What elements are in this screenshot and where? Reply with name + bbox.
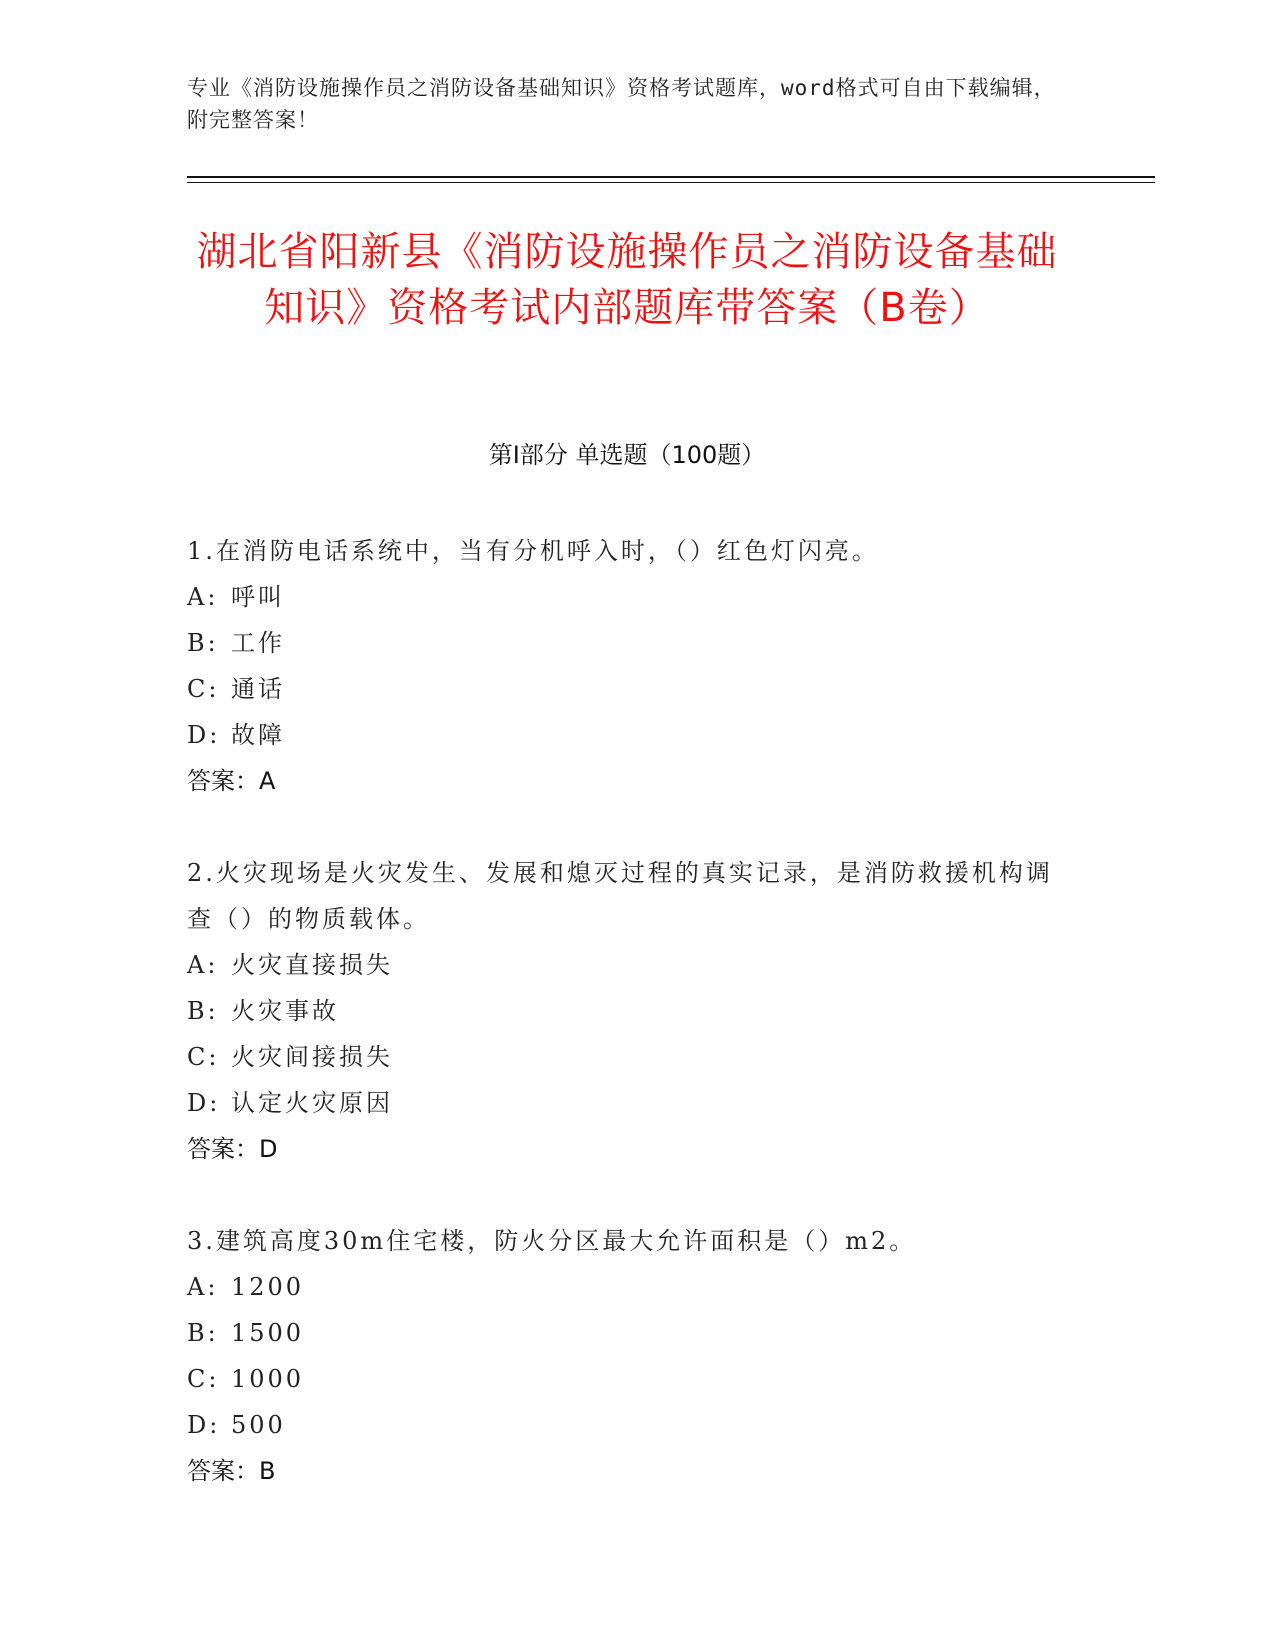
- option-b: [187, 620, 1067, 666]
- answer-line: 答案：A: [187, 767, 276, 795]
- option-text: 故障: [231, 721, 285, 749]
- header-rule-thick: [187, 176, 1155, 178]
- option-key: C:: [187, 1043, 220, 1071]
- option-key: A:: [187, 1273, 219, 1301]
- question-1: [187, 528, 1067, 804]
- question-list: [187, 528, 1067, 1540]
- option-text: 通话: [231, 675, 285, 703]
- option-key: A:: [187, 583, 219, 611]
- option-key: A:: [187, 951, 219, 979]
- option-text: 火灾直接损失: [231, 951, 393, 979]
- question-3: [187, 1218, 1067, 1494]
- option-key: B:: [187, 629, 219, 657]
- question-stem: 2.火灾现场是火灾发生、发展和熄灭过程的真实记录，是消防救援机构调查（）的物质载体。: [187, 859, 1053, 933]
- header-note: 专业《消防设施操作员之消防设备基础知识》资格考试题库，word格式可自由下载编辑，附完整答案！: [187, 76, 1056, 132]
- option-c: [187, 1034, 1067, 1080]
- question-stem: 1.在消防电话系统中，当有分机呼入时，（）红色灯闪亮。: [187, 537, 879, 565]
- option-d: [187, 1080, 1067, 1126]
- option-text: 认定火灾原因: [231, 1089, 393, 1117]
- option-key: D:: [187, 721, 221, 749]
- option-text: 1000: [231, 1365, 305, 1393]
- answer-line: 答案：D: [187, 1135, 278, 1163]
- option-text: 500: [231, 1411, 286, 1439]
- option-b: [187, 1310, 1067, 1356]
- option-a: [187, 942, 1067, 988]
- option-text: 火灾间接损失: [231, 1043, 393, 1071]
- option-key: B:: [187, 1319, 219, 1347]
- option-key: D:: [187, 1089, 221, 1117]
- option-text: 火灾事故: [231, 997, 339, 1025]
- option-c: [187, 1356, 1067, 1402]
- question-2: [187, 850, 1067, 1172]
- section-title: 第Ⅰ部分 单选题（100题）: [488, 441, 766, 469]
- option-d: [187, 1402, 1067, 1448]
- option-text: 1200: [231, 1273, 305, 1301]
- option-key: C:: [187, 1365, 220, 1393]
- document-title: 湖北省阳新县《消防设施操作员之消防设备基础知识》资格考试内部题库带答案（B卷）: [196, 229, 1058, 331]
- header-rule-thin: [187, 182, 1155, 183]
- answer-line: 答案：B: [187, 1457, 276, 1485]
- option-c: [187, 666, 1067, 712]
- option-key: C:: [187, 675, 220, 703]
- option-key: D:: [187, 1411, 221, 1439]
- option-a: [187, 1264, 1067, 1310]
- option-text: 工作: [231, 629, 285, 657]
- option-text: 1500: [231, 1319, 305, 1347]
- option-key: B:: [187, 997, 219, 1025]
- question-stem: 3.建筑高度30m住宅楼，防火分区最大允许面积是（）m2。: [187, 1227, 917, 1255]
- option-a: [187, 574, 1067, 620]
- option-d: [187, 712, 1067, 758]
- option-text: 呼叫: [231, 583, 285, 611]
- option-b: [187, 988, 1067, 1034]
